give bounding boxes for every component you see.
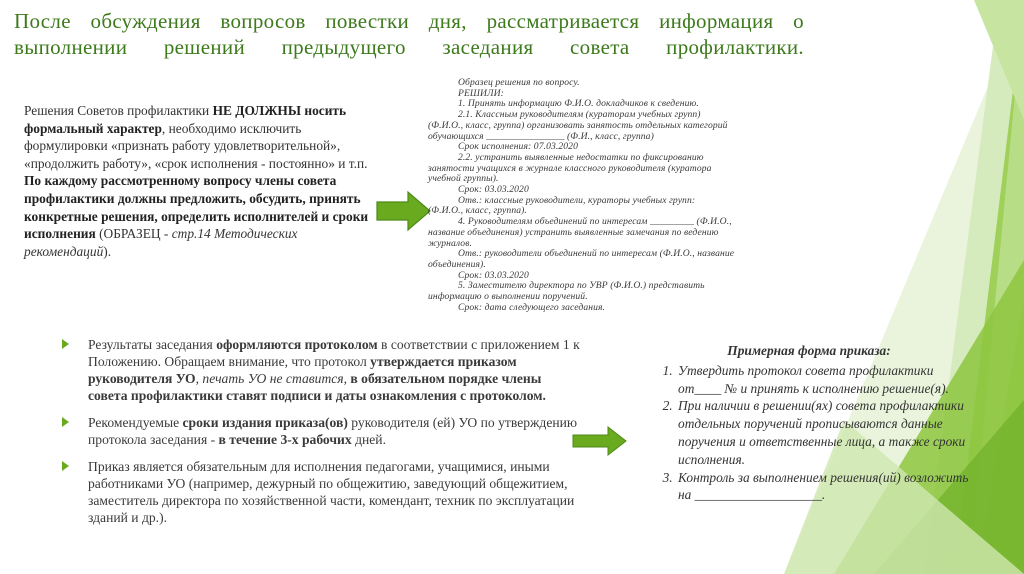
left-text-4: ). bbox=[103, 243, 112, 259]
sample-line: занятости учащихся в журнале классного руководителя (куратора bbox=[428, 162, 712, 174]
bullet2-bold-1: сроки издания приказа(ов) bbox=[182, 415, 348, 430]
sample-line: (Ф.И.О., класс, группа) организовать занятость отдельных категорий bbox=[428, 119, 728, 131]
bullet2-bold-2: в течение 3-х рабочих bbox=[218, 432, 352, 447]
sample-line: журналов. bbox=[428, 237, 472, 249]
sample-line: Образец решения по вопросу. bbox=[458, 77, 580, 88]
bullet2-text-2: руководителя (ей) УО по утверждению протокола заседания - bbox=[88, 415, 578, 447]
left-bold-1: НЕ ДОЛЖНЫ носить формальный характер bbox=[24, 103, 347, 136]
sample-line: 4. Руководителям объединений по интересам _________ (Ф.И.О., bbox=[458, 216, 732, 228]
sample-line: объединения). bbox=[428, 258, 486, 270]
bullet1-bold-2: утверждается приказом руководителя УО bbox=[88, 354, 517, 386]
sample-line: Срок исполнения: 07.03.2020 bbox=[458, 141, 578, 153]
bullet2-text-1: Рекомендуемые bbox=[88, 415, 183, 430]
left-text-2: , необходимо исключить формулировки «признать работу удовлетворительной», «продолжить работу», «срок исполнения - постоянно» и т.п. bbox=[24, 120, 368, 171]
sample-line: (Ф.И.О., класс, группа). bbox=[428, 205, 527, 217]
order-item: 2. При наличии в решении(ях) совета профилактики отдельных поручений прописываются данные поручения и ответственные лица, а также сроки исполнения. bbox=[676, 397, 970, 468]
sample-line: Отв.: руководители объединений по интересам (Ф.И.О., название bbox=[458, 248, 735, 260]
left-text-3: (ОБРАЗЕЦ - bbox=[95, 226, 172, 242]
bullet-item-mandatory bbox=[62, 458, 584, 526]
bullet1-text-2: в соответствии с приложением 1 к Положению. Обращаем внимание, что протокол bbox=[88, 337, 580, 369]
sample-line: 2.1. Классным руководителям (кураторам учебных групп) bbox=[458, 109, 701, 121]
order-form-block bbox=[648, 342, 970, 504]
arrow-right-icon bbox=[572, 426, 628, 456]
left-text-1: Решения Советов профилактики bbox=[24, 103, 213, 118]
sample-line: Отв.: классные руководители, кураторы учебных групп: bbox=[458, 194, 696, 206]
bullet2-text-3: дней. bbox=[351, 432, 386, 447]
bullet-item-protocol bbox=[62, 336, 584, 404]
bullet-item-deadlines bbox=[62, 414, 584, 448]
bullet1-bold-1: оформляются протоколом bbox=[216, 337, 378, 352]
sample-decision-block bbox=[428, 78, 832, 313]
order-list bbox=[648, 362, 970, 504]
bullet-list bbox=[62, 336, 584, 536]
sample-line: учебной группы). bbox=[428, 173, 499, 185]
sample-line: 2.2. устранить выявленные недостатки по фиксированию bbox=[458, 151, 704, 163]
arrow-right-icon bbox=[376, 190, 432, 232]
bullet1-italic: печать УО не ставится bbox=[202, 371, 344, 386]
sample-line: информацию о выполнении поручений. bbox=[428, 291, 588, 303]
sample-line: Срок: 03.03.2020 bbox=[458, 269, 529, 281]
order-item: 3. Контроль за выполнением решения(ий) возложить на ___________________. bbox=[676, 469, 970, 505]
page-title: После обсуждения вопросов повестки дня, рассматривается информация о выполнении решений предыдущего заседания совета профилактики. bbox=[14, 9, 804, 59]
bullet-arrow-icon bbox=[62, 461, 69, 471]
sample-line: 1. Принять информацию Ф.И.О. докладчиков к сведению. bbox=[458, 98, 699, 110]
left-italic-ref: стр.14 Методических рекомендаций bbox=[24, 226, 298, 259]
bullet1-text-3: , bbox=[195, 371, 203, 386]
bullet-arrow-icon bbox=[62, 417, 69, 427]
bullet1-bold-3: в обязательном порядке члены совета профилактики ставят подписи и даты ознакомления с протоколом. bbox=[88, 371, 546, 403]
bullet1-text-4: , bbox=[343, 371, 351, 386]
bullet-arrow-icon bbox=[62, 339, 69, 349]
left-bold-2: По каждому рассмотренному вопросу члены совета профилактики должны предложить, обсудить, принять конкретные решения, определить исполнителей и сроки исполнения bbox=[24, 173, 369, 242]
sample-line: Срок: 03.03.2020 bbox=[458, 184, 529, 196]
sample-line: РЕШИЛИ: bbox=[458, 87, 504, 99]
left-paragraph bbox=[24, 102, 376, 260]
sample-line: обучающихся ________________ (Ф.И., класс, группа) bbox=[428, 130, 654, 142]
order-item: 1. Утвердить протокол совета профилактики от____ № и принять к исполнению решение(я). bbox=[676, 362, 970, 398]
bullet3-text-1: Приказ является обязательным для исполнения педагогами, учащимися, иными работниками УО (например, дежурный по общежитию, заведующий общежитием, заместитель директора по хозяйственной части, комендант, техник по эксплуатации зданий и др.). bbox=[88, 459, 575, 525]
bullet1-text-1: Результаты заседания bbox=[88, 337, 217, 352]
order-heading: Примерная форма приказа: bbox=[727, 343, 891, 358]
sample-line: Срок: дата следующего заседания. bbox=[458, 301, 606, 313]
sample-line: 5. Заместителю директора по УВР (Ф.И.О.) представить bbox=[458, 280, 705, 292]
sample-line: название объединения) устранить выявленные замечания по ведению bbox=[428, 226, 719, 238]
